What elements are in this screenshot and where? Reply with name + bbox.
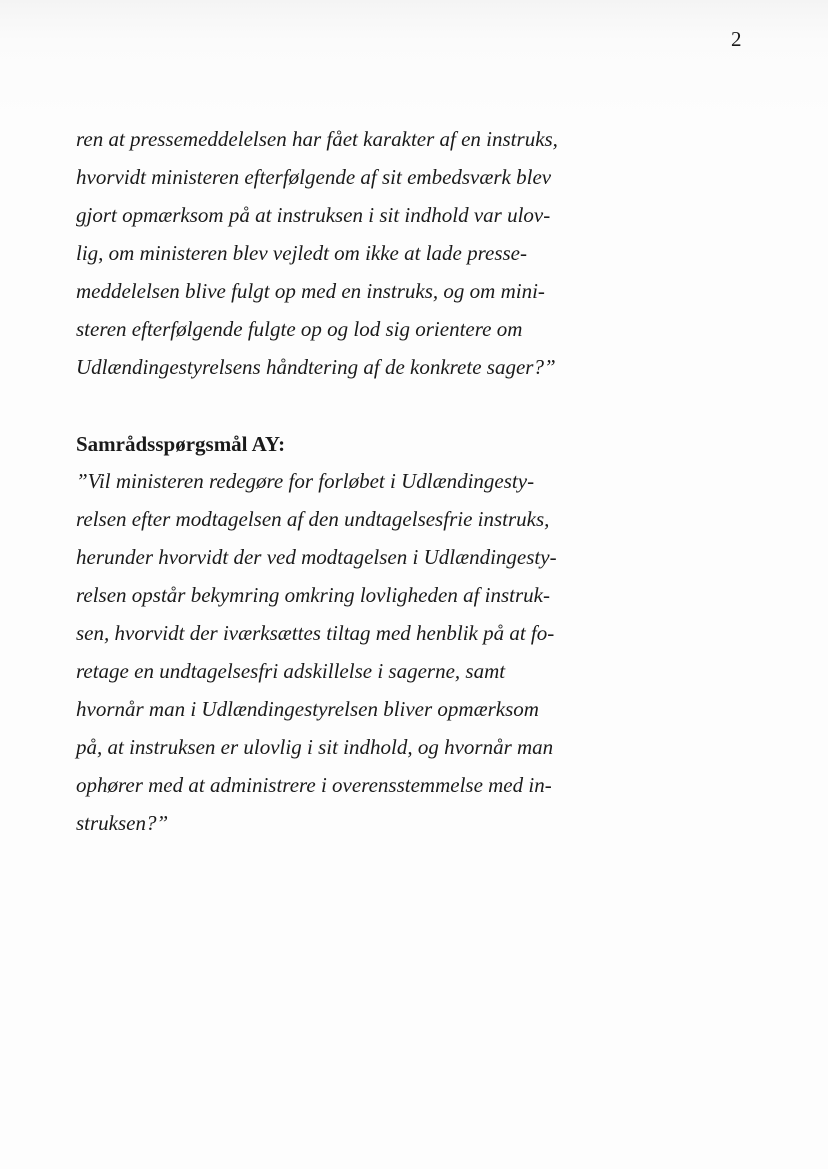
text-line: lig, om ministeren blev vejledt om ikke at lade presse- bbox=[76, 241, 527, 265]
text-line: Udlændingestyrelsens håndtering af de konkrete sager?” bbox=[76, 355, 556, 379]
text-line: ren at pressemeddelelsen har fået karakter af en instruks, bbox=[76, 127, 558, 151]
text-line: steren efterfølgende fulgte op og lod sig orientere om bbox=[76, 317, 523, 341]
text-line: hvorvidt ministeren efterfølgende af sit embedsværk blev bbox=[76, 165, 552, 189]
text-line: ”Vil ministeren redegøre for forløbet i Udlændingesty- bbox=[76, 469, 535, 493]
text-line: retage en undtagelsesfri adskillelse i sagerne, samt bbox=[76, 659, 506, 683]
question-text-continued bbox=[76, 120, 616, 386]
question-text-ay bbox=[76, 462, 616, 842]
text-line: relsen efter modtagelsen af den undtagelsesfrie instruks, bbox=[76, 507, 550, 531]
text-line: sen, hvorvidt der iværksættes tiltag med henblik på at fo- bbox=[76, 621, 555, 645]
text-line: gjort opmærksom på at instruksen i sit indhold var ulov- bbox=[76, 203, 551, 227]
text-line: relsen opstår bekymring omkring lovligheden af instruk- bbox=[76, 583, 550, 607]
text-line: på, at instruksen er ulovlig i sit indhold, og hvornår man bbox=[76, 735, 554, 759]
section-heading: Samrådsspørgsmål AY: bbox=[76, 432, 286, 456]
text-line: meddelelsen blive fulgt op med en instruks, og om mini- bbox=[76, 279, 545, 303]
text-line: herunder hvorvidt der ved modtagelsen i Udlændingesty- bbox=[76, 545, 557, 569]
page-number: 2 bbox=[731, 27, 742, 51]
text-line: struksen?” bbox=[76, 811, 169, 835]
text-line: hvornår man i Udlændingestyrelsen bliver opmærksom bbox=[76, 697, 539, 721]
text-line: ophører med at administrere i overensstemmelse med in- bbox=[76, 773, 552, 797]
